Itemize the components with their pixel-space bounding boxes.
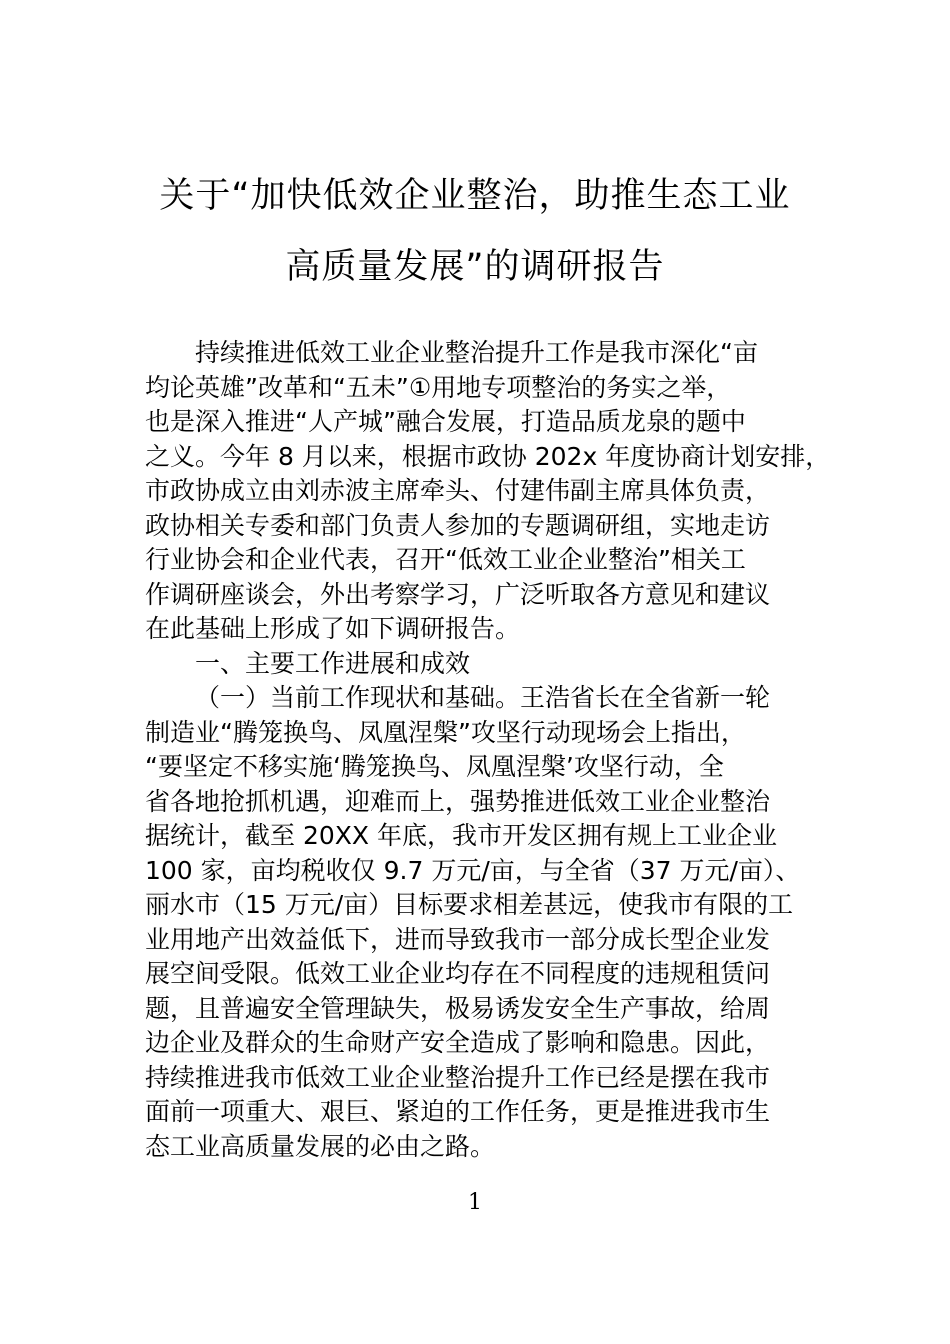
text-line: 据统计，截至 20XX 年底，我市开发区拥有规上工业企业 (145, 821, 777, 850)
text-line: 作调研座谈会，外出考察学习，广泛听取各方意见和建议 (145, 579, 771, 609)
text-line: 均论英雄”改革和“五未”①用地专项整治的务实之举， (145, 372, 732, 402)
paragraph-intro (145, 336, 845, 647)
section-heading: 一、主要工作进展和成效 (195, 648, 471, 678)
report-title-line-2: 高质量发展”的调研报告 (285, 247, 665, 287)
text-line: 制造业“腾笼换鸟、凤凰涅槃”攻坚行动现场会上指出， (145, 717, 746, 747)
text-line: 丽水市（15 万元/亩）目标要求相差甚远，使我市有限的工 (145, 890, 794, 919)
text-line: 市政协成立由刘赤波主席牵头、付建伟副主席具体负责， (145, 476, 771, 505)
text-line: 持续推进我市低效工业企业整治提升工作已经是摆在我市 (145, 1062, 771, 1092)
paragraph-current-status (145, 681, 845, 1164)
text-line: 边企业及群众的生命财产安全造成了影响和隐患。因此， (145, 1028, 771, 1057)
report-body (145, 336, 845, 1164)
text-line: 也是深入推进“人产城”融合发展，打造品质龙泉的题中 (145, 407, 746, 436)
report-title-line-1: 关于“加快低效企业整治，助推生态工业 (159, 176, 791, 216)
text-line: 之义。今年 8 月以来，根据市政协 202x 年度协商计划安排， (145, 441, 831, 471)
text-line: 持续推进低效工业企业整治提升工作是我市深化“亩 (195, 338, 758, 367)
text-line: 行业协会和企业代表，召开“低效工业企业整治”相关工 (145, 545, 746, 574)
text-line: 题，且普遍安全管理缺失，极易诱发安全生产事故，给周 (145, 993, 771, 1023)
text-line: 态工业高质量发展的必由之路。 (145, 1131, 496, 1161)
text-line: 面前一项重大、艰巨、紧迫的工作任务，更是推进我市生 (145, 1097, 771, 1126)
text-line: 在此基础上形成了如下调研报告。 (145, 614, 521, 643)
text-line: “要坚定不移实施‘腾笼换鸟、凤凰涅槃’攻坚行动，全 (145, 752, 724, 781)
text-line: 政协相关专委和部门负责人参加的专题调研组，实地走访 (145, 510, 771, 540)
page-number: 1 (468, 1190, 482, 1215)
text-line: 100 家，亩均税收仅 9.7 万元/亩，与全省（37 万元/亩）、 (145, 855, 801, 885)
text-line: 省各地抢抓机遇，迎难而上，强势推进低效工业企业整治 (145, 786, 771, 816)
text-line: 业用地产出效益低下，进而导致我市一部分成长型企业发 (145, 924, 771, 954)
text-line: 展空间受限。低效工业企业均存在不同程度的违规租赁问 (145, 959, 771, 988)
text-line: （一）当前工作现状和基础。王浩省长在全省新一轮 (195, 683, 771, 712)
